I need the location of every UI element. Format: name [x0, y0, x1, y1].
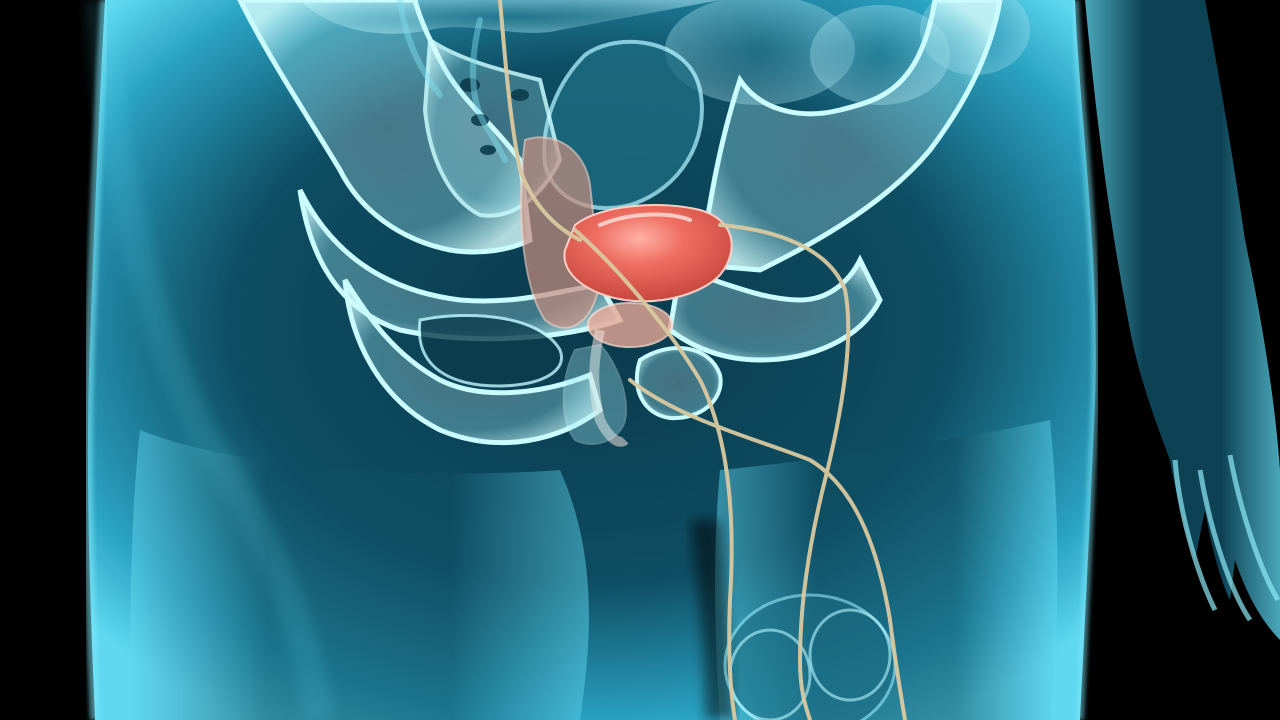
left-thigh [130, 430, 589, 720]
